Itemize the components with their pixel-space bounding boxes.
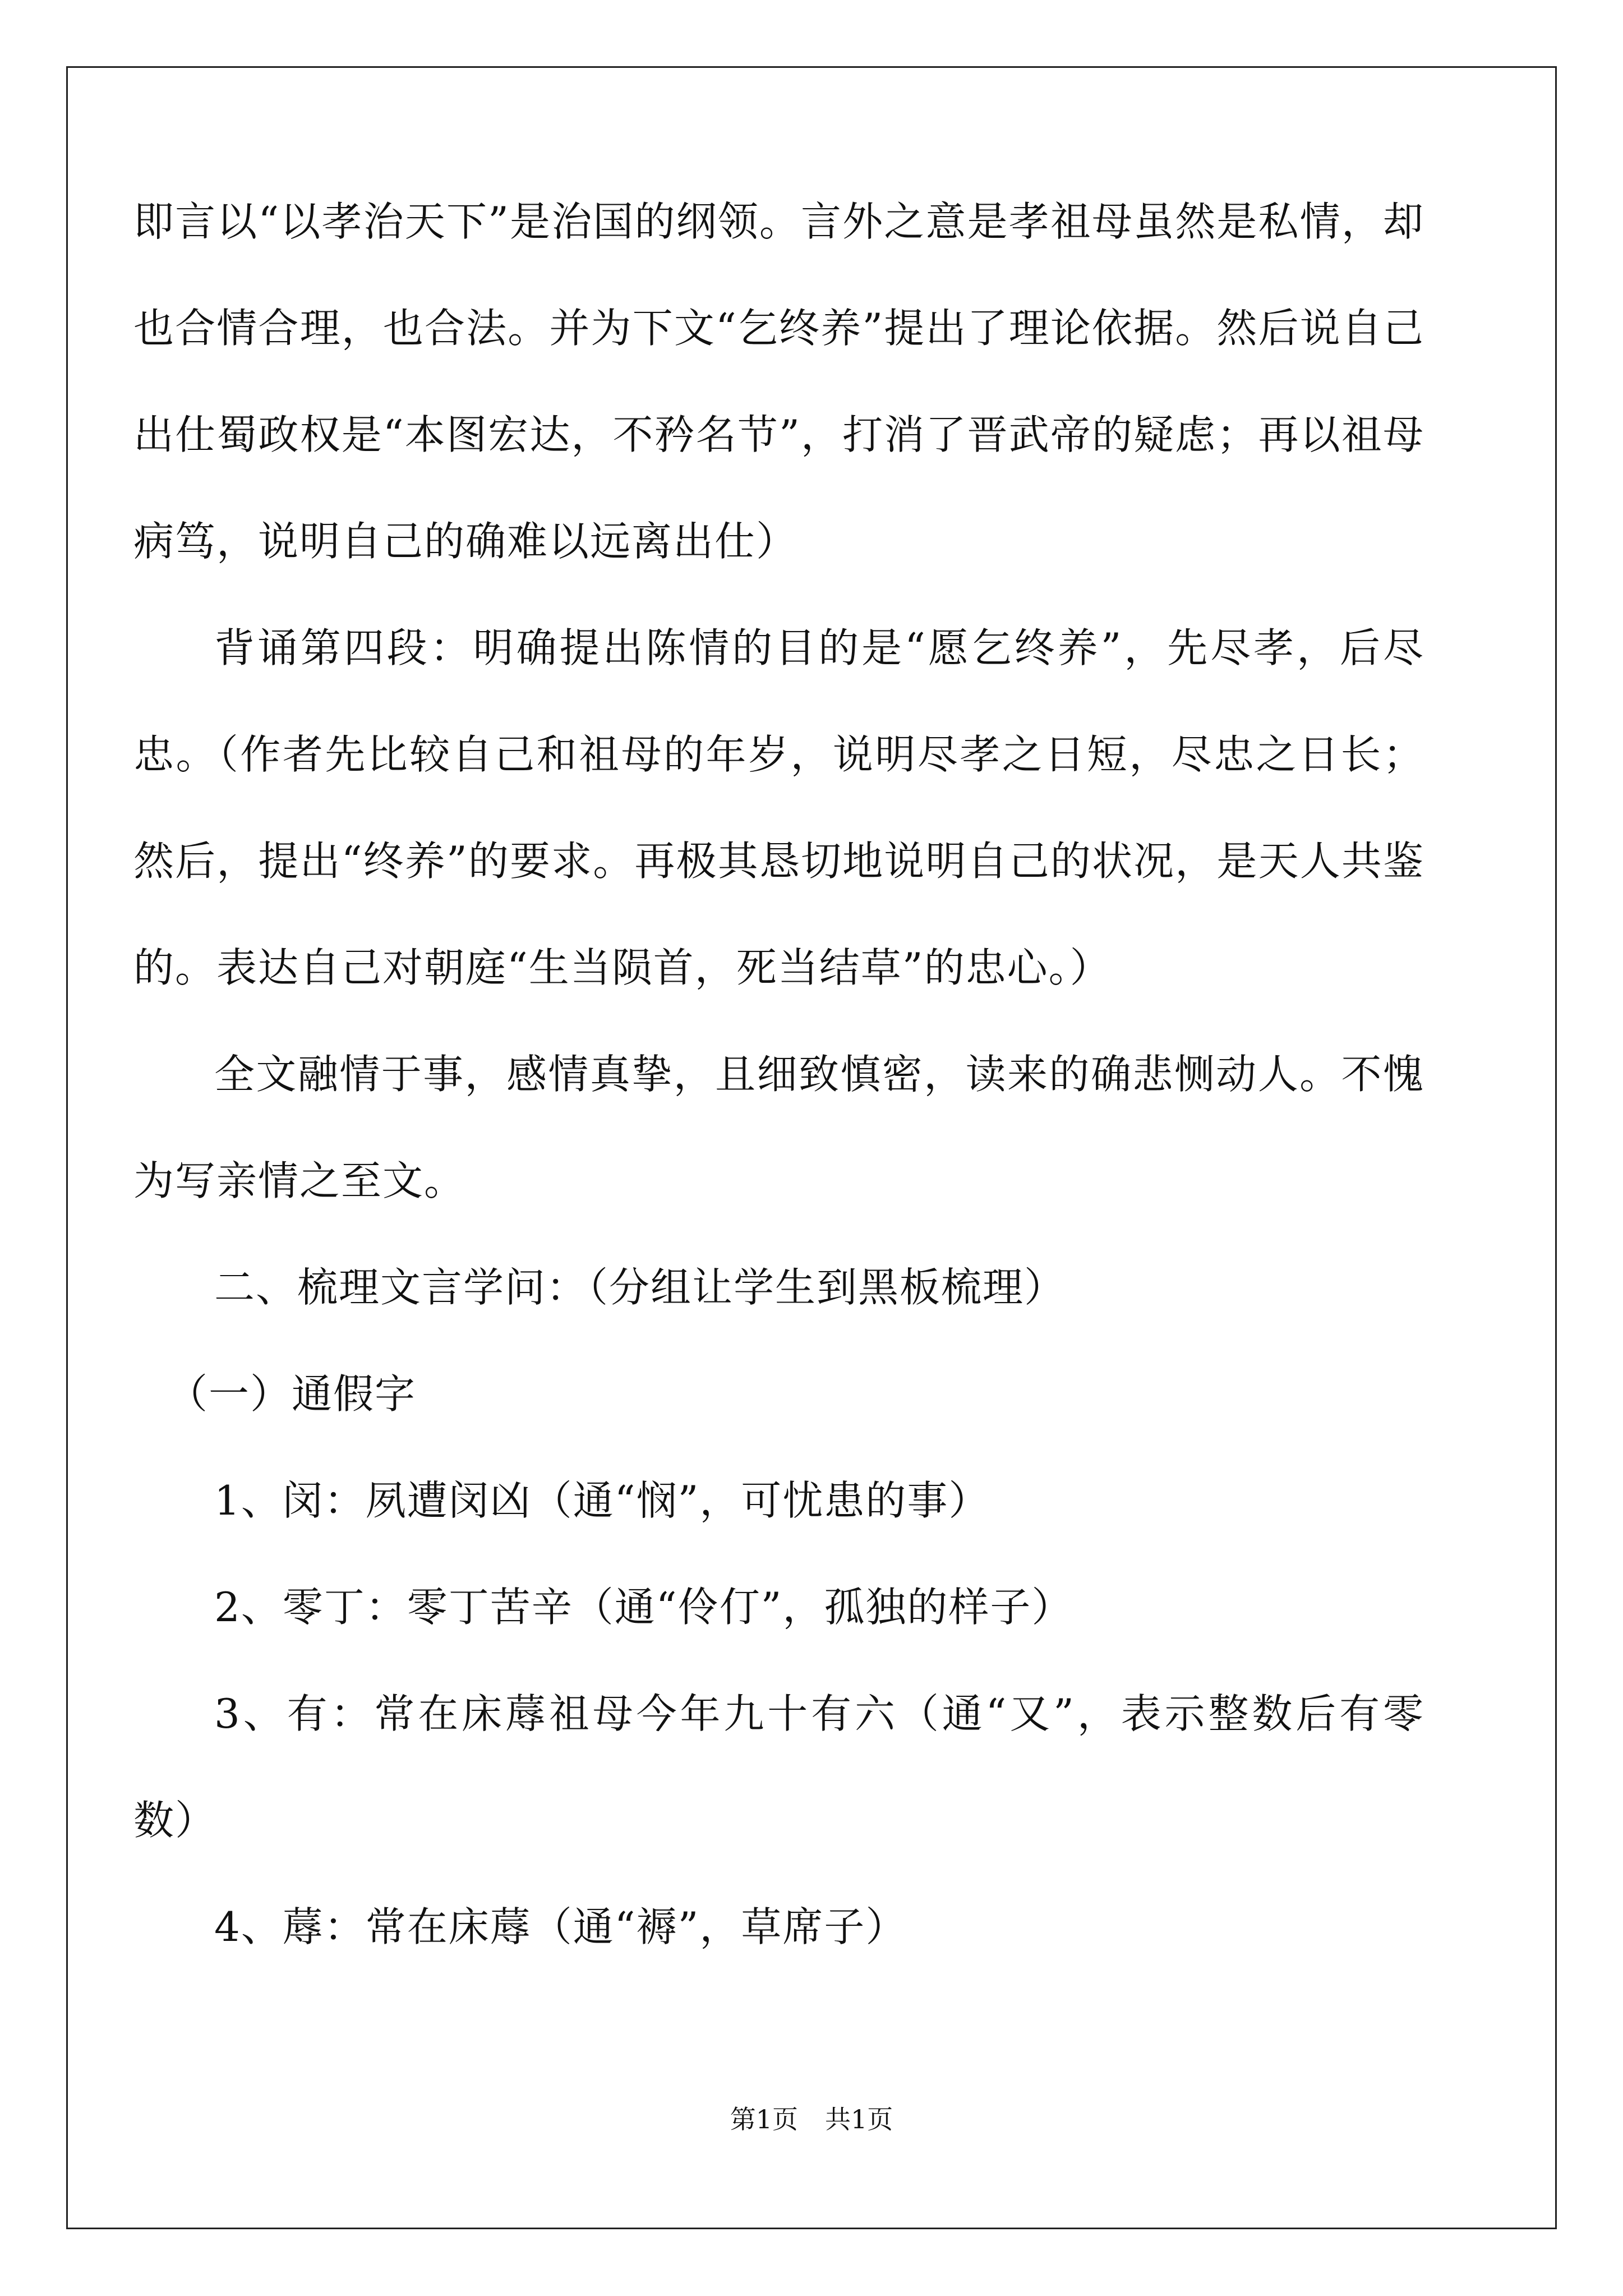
list-item-1: 1、闵：夙遭闵凶（通“悯”，可忧患的事） bbox=[214, 1477, 990, 1524]
paragraph-recite-fourth-section: 背诵第四段：明确提出陈情的目的是“愿乞终养”，先尽孝，后尽忠。（作者先比较自己和祖母的年岁，说明尽孝之日短，尽忠之日长；然后，提出“终养”的要求。再极其恳切地说明自己的状况，是天人共鉴的。表达自己对朝庭“生当陨首，死当结草”的忠心。） bbox=[133, 624, 1424, 991]
list-item-2: 2、零丁：零丁苦辛（通“伶仃”，孤独的样子） bbox=[214, 1584, 1073, 1631]
page-number-current: 第1页 bbox=[730, 2104, 798, 2134]
section-heading-classical-review: 二、梳理文言学问：（分组让学生到黑板梳理） bbox=[214, 1264, 1066, 1311]
list-item-4: 4、蓐：常在床蓐（通“褥”，草席子） bbox=[214, 1903, 907, 1950]
page-number-total: 共1页 bbox=[825, 2104, 893, 2134]
list-item-3: 3、有：常在床蓐祖母今年九十有六（通“又”，表示整数后有零数） bbox=[133, 1690, 1424, 1844]
document-body bbox=[133, 168, 1424, 1980]
paragraph-summary: 全文融情于事，感情真挚，且细致慎密，读来的确悲恻动人。不愧为写亲情之至文。 bbox=[133, 1051, 1424, 1204]
subsection-heading-tongjiazi: （一）通假字 bbox=[167, 1370, 417, 1418]
page-footer bbox=[0, 2102, 1623, 2136]
paragraph-continuation: 即言以“以孝治天下”是治国的纲领。言外之意是孝祖母虽然是私情，却也合情合理，也合法。并为下文“乞终养”提出了理论依据。然后说自己出仕蜀政权是“本图宏达，不矜名节”，打消了晋武帝的疑虑；再以祖母病笃，说明自己的确难以远离出仕） bbox=[133, 198, 1424, 565]
